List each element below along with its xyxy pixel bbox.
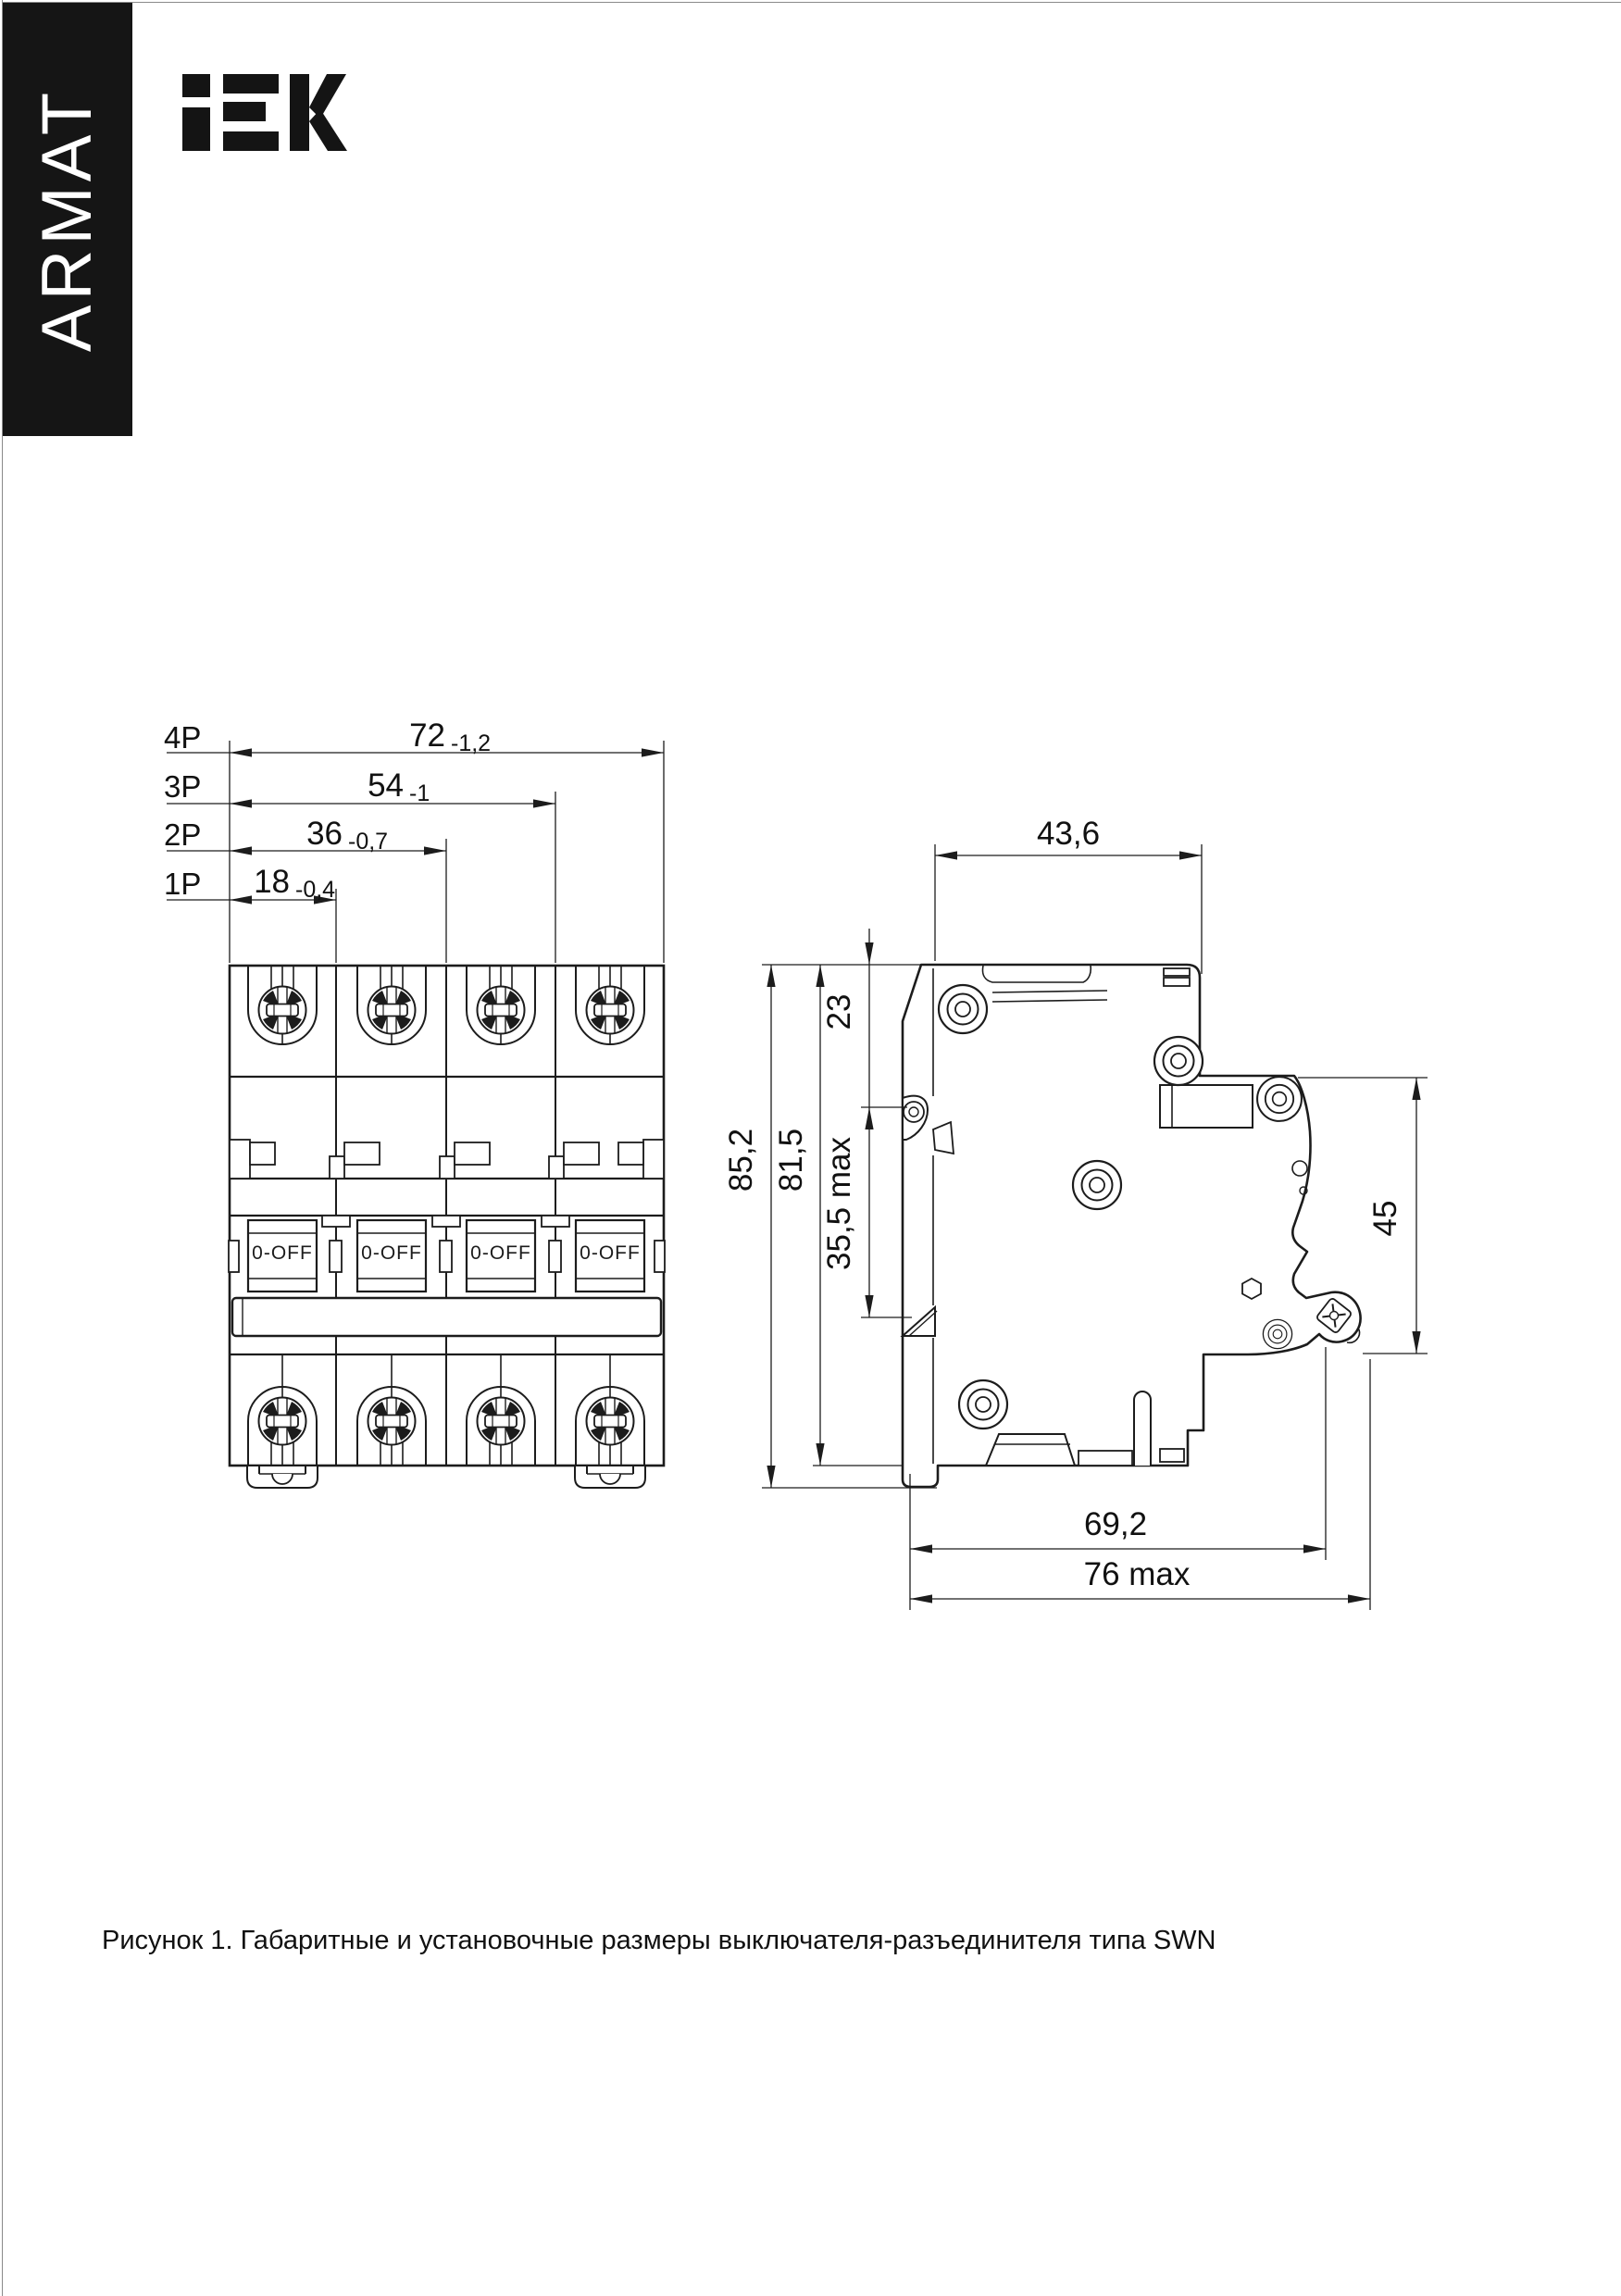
dim-depth-body: 69,2 [1083,1506,1148,1542]
crossbar [232,1298,661,1336]
screw-icon [368,987,416,1034]
dim-width-2p-tol: -0,7 [348,829,389,855]
iek-logo [182,74,347,151]
hex-hole [1242,1279,1261,1299]
front-dimensions [164,718,664,963]
screw-icon [259,987,306,1034]
dim-width-3p: 54 [368,767,404,804]
lever-window [1160,1085,1253,1128]
dim-height-overall: 85,2 [723,1128,759,1192]
dim-width-1p: 18 [254,864,290,900]
dim-width-3p-tol: -1 [409,780,430,806]
screw-icon [478,987,525,1034]
rivet-icon [1073,1161,1121,1209]
dim-height-body: 81,5 [773,1128,809,1192]
figure-caption: Рисунок 1. Габаритные и установочные размеры выключателя-разъединителя типа SWN [102,1926,1216,1955]
dim-din-depth: 35,5 max [821,1137,857,1270]
rivet-icon [1154,1037,1203,1085]
rivet-icon [959,1380,1007,1429]
screw-icon [587,987,634,1034]
pole-label: 4P [164,720,202,755]
dim-top-width: 43,6 [1036,816,1101,852]
pole-label: 3P [164,769,202,804]
dim-depth-max: 76 max [1083,1556,1191,1592]
rivet-icon [1257,1077,1302,1121]
dim-offset-top: 23 [821,993,857,1030]
rivet-icon [1263,1319,1291,1348]
mounting-feet [247,1466,645,1488]
pole-label: 1P [164,867,202,901]
rivet-icon [939,985,987,1033]
side-view [903,965,1361,1487]
toggle-label: 0-OFF [470,1242,531,1264]
screw-icon [259,1398,306,1445]
armat-label: ARMAT [28,87,107,352]
dim-width-1p-tol: -0,4 [295,877,336,903]
dim-front-height: 45 [1367,1200,1403,1237]
screw-icon [587,1398,634,1445]
dim-width-2p: 36 [306,816,343,852]
top-clip [1164,968,1190,986]
dim-width-4p: 72 [409,718,445,754]
toggle-label: 0-OFF [252,1242,313,1264]
front-view [229,966,665,1488]
toggle-label: 0-OFF [361,1242,422,1264]
toggle-label: 0-OFF [580,1242,641,1264]
pole-label: 2P [164,817,202,852]
screw-icon [368,1398,416,1445]
screw-icon [478,1398,525,1445]
dim-width-4p-tol: -1,2 [451,730,492,756]
